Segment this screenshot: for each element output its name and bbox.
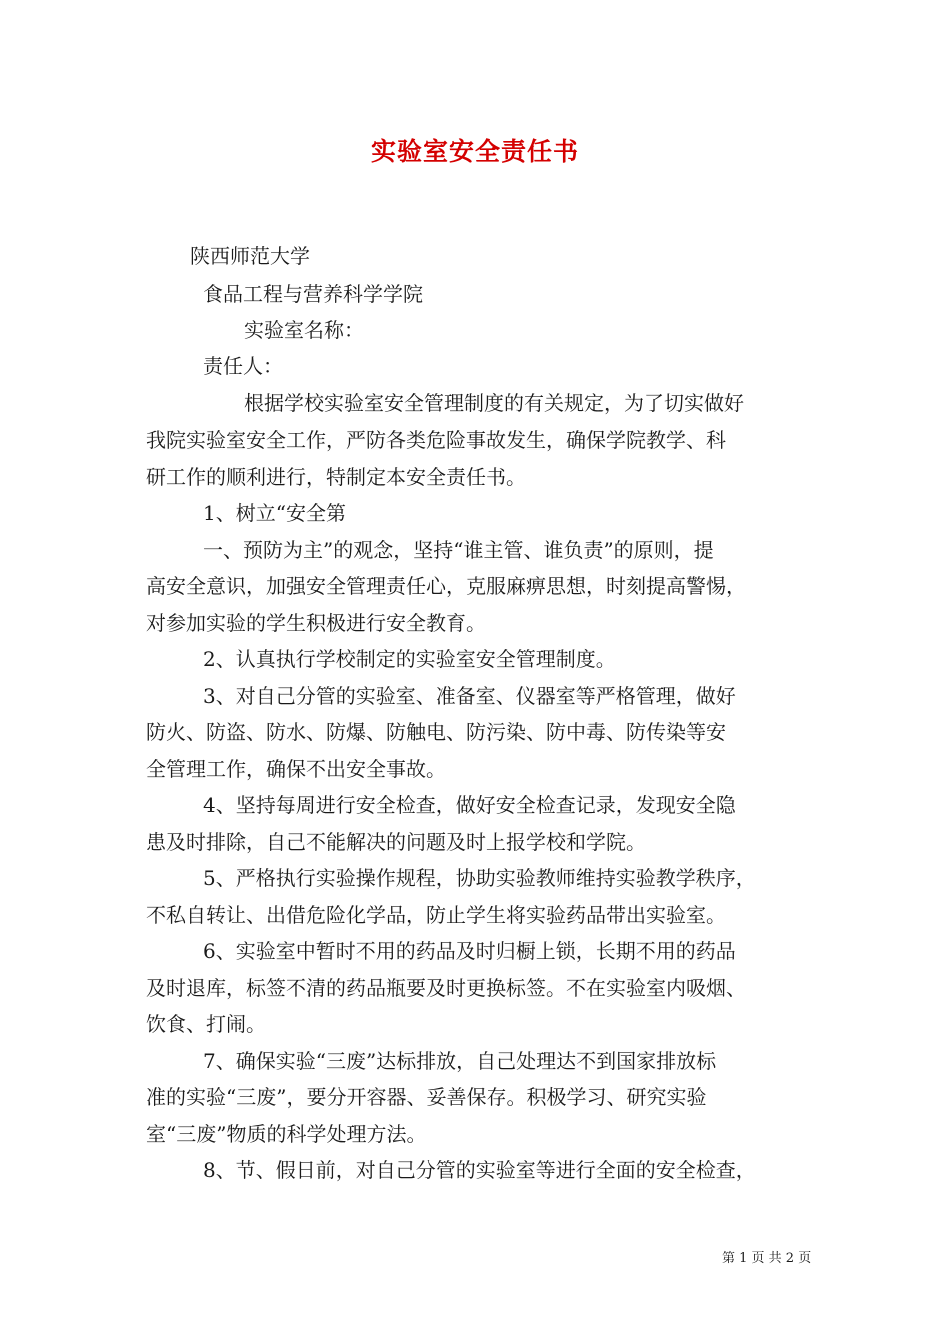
body-line: 根据学校实验室安全管理制度的有关规定，为了切实做好 (244, 391, 744, 415)
body-line: 3、对自己分管的实验室、准备室、仪器室等严格管理，做好 (203, 684, 736, 708)
page-number: 第 1 页 共 2 页 (722, 1251, 812, 1266)
body-line: 我院实验室安全工作，严防各类危险事故发生，确保学院教学、科 (146, 428, 726, 452)
body-line: 1、树立“安全第 (203, 501, 346, 525)
body-line: 对参加实验的学生积极进行安全教育。 (146, 611, 486, 635)
body-line: 及时退库，标签不清的药品瓶要及时更换标签。不在实验室内吸烟、 (146, 976, 746, 1000)
document-title: 实验室安全责任书 (370, 137, 579, 166)
responsible-person-label: 责任人： (203, 354, 283, 378)
body-line: 5、严格执行实验操作规程，协助实验教师维持实验教学秩序， (203, 866, 756, 890)
body-line: 2、认真执行学校制定的实验室安全管理制度。 (203, 647, 616, 671)
body-line: 患及时排除，自己不能解决的问题及时上报学校和学院。 (146, 830, 646, 854)
body-line: 准的实验“三废”，要分开容器、妥善保存。积极学习、研究实验 (146, 1085, 707, 1109)
body-line: 6、实验室中暂时不用的药品及时归橱上锁，长期不用的药品 (203, 939, 736, 963)
body-line: 不私自转让、出借危险化学品，防止学生将实验药品带出实验室。 (146, 903, 726, 927)
body-line: 高安全意识，加强安全管理责任心，克服麻痹思想，时刻提高警惕， (146, 574, 746, 598)
body-line: 8、节、假日前，对自己分管的实验室等进行全面的安全检查， (203, 1158, 756, 1182)
university-name: 陕西师范大学 (190, 244, 310, 268)
body-line: 防火、防盗、防水、防爆、防触电、防污染、防中毒、防传染等安 (146, 720, 726, 744)
body-line: 4、坚持每周进行安全检查，做好安全检查记录，发现安全隐 (203, 793, 736, 817)
body-line: 室“三废”物质的科学处理方法。 (146, 1122, 427, 1146)
body-line: 研工作的顺利进行，特制定本安全责任书。 (146, 465, 526, 489)
body-line: 一、预防为主”的观念，坚持“谁主管、谁负责”的原则，提 (203, 538, 714, 562)
body-line: 饮食、打闹。 (146, 1012, 266, 1036)
body-line: 7、确保实验“三废”达标排放，自己处理达不到国家排放标 (203, 1049, 717, 1073)
lab-name-label: 实验室名称： (244, 318, 364, 342)
college-name: 食品工程与营养科学学院 (203, 282, 423, 306)
body-line: 全管理工作，确保不出安全事故。 (146, 757, 446, 781)
